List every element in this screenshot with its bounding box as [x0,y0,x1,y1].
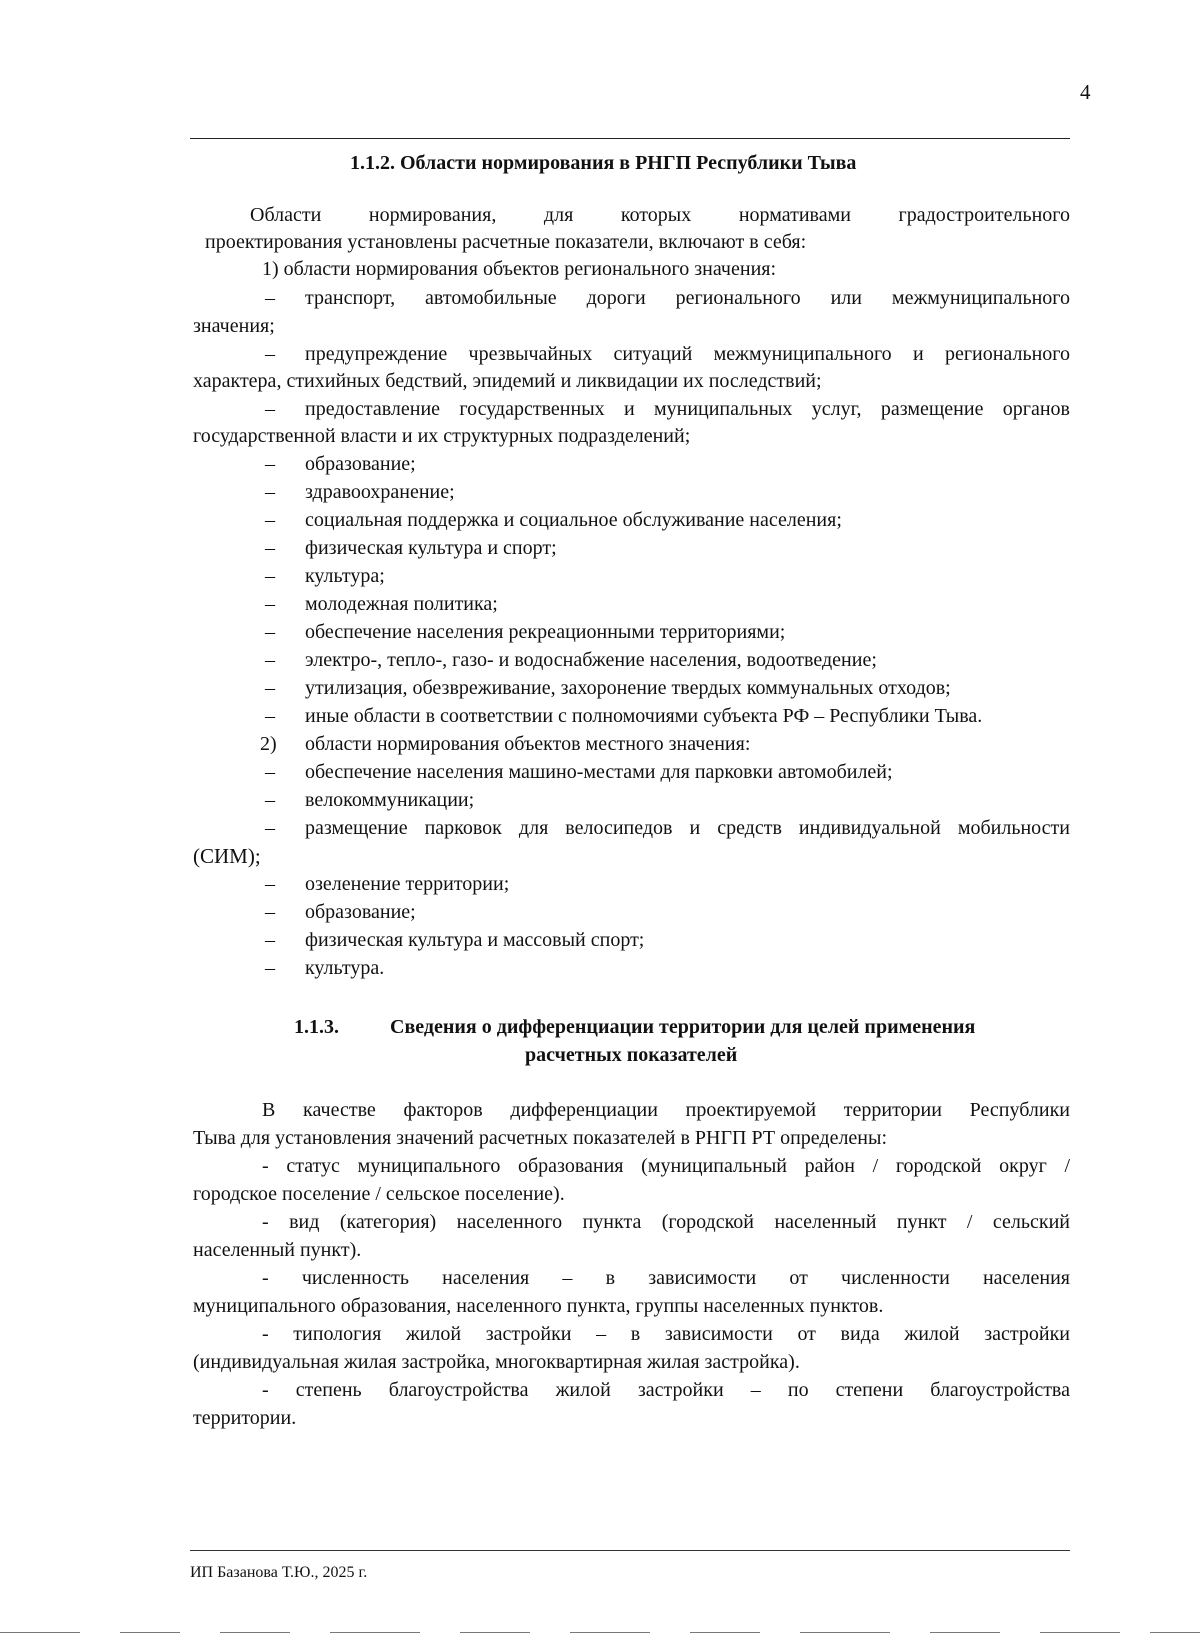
paragraph-line: - статус муниципального образования (муниципальный район / городской округ / [262,1155,1070,1177]
paragraph-line: (индивидуальная жилая застройка, многоквартирная жилая застройка). [193,1351,800,1373]
paragraph-line: В качестве факторов дифференциации проектируемой территории Республики [262,1099,1070,1121]
list-dash: – [265,901,275,923]
list-dash: – [265,537,275,559]
list-dash: – [265,398,275,420]
scan-edge-line [570,1632,650,1633]
section-heading-1-1-2: 1.1.2. Области нормирования в РНГП Республики Тыва [350,152,857,174]
list-item: обеспечение населения рекреационными территориями; [305,621,786,643]
list-dash: – [265,453,275,475]
scan-edge-line [460,1632,530,1633]
list-item-continuation: (СИМ); [193,844,261,868]
list-item: молодежная политика; [305,593,498,615]
local-label: области нормирования объектов местного значения: [305,733,751,755]
scan-edge-line [330,1632,420,1633]
list-item: велокоммуникации; [305,789,475,811]
scan-edge-line [0,1632,80,1633]
scan-edge-line [220,1632,290,1633]
list-dash: – [265,287,275,309]
list-item: размещение парковок для велосипедов и средств индивидуальной мобильности [305,817,1070,839]
section-heading-1-1-3-line-1: Сведения о дифференциации территории для целей применения [390,1016,976,1038]
footer-author: ИП Базанова Т.Ю., 2025 г. [190,1564,368,1581]
list-item: физическая культура и массовый спорт; [305,929,645,951]
list-item: социальная поддержка и социальное обслуживание населения; [305,509,842,531]
intro-line-2: проектирования установлены расчетные показатели, включают в себя: [205,231,807,253]
list-dash: – [265,761,275,783]
section-number-1-1-3: 1.1.3. [294,1016,339,1038]
list-dash: – [265,509,275,531]
top-rule [190,138,1070,139]
paragraph-line: населенный пункт). [193,1239,362,1261]
paragraph-line: - численность населения – в зависимости от численности населения [262,1267,1070,1289]
local-label-number: 2) [260,733,277,755]
list-dash: – [265,481,275,503]
list-item: иные области в соответствии с полномочиями субъекта РФ – Республики Тыва. [305,705,983,727]
list-item: предупреждение чрезвычайных ситуаций межмуниципального и регионального [305,343,1070,365]
paragraph-line: - степень благоустройства жилой застройки – по степени благоустройства [262,1379,1070,1401]
list-dash: – [265,789,275,811]
list-item-continuation: значения; [193,315,275,337]
regional-label: 1) области нормирования объектов регионального значения: [262,258,777,280]
scan-edge-line [930,1632,1000,1633]
list-item: озеленение территории; [305,873,510,895]
list-dash: – [265,677,275,699]
list-item: образование; [305,901,416,923]
list-dash: – [265,957,275,979]
list-item: культура; [305,565,385,587]
list-dash: – [265,929,275,951]
list-dash: – [265,817,275,839]
list-item: электро-, тепло-, газо- и водоснабжение населения, водоотведение; [305,649,877,671]
list-dash: – [265,649,275,671]
list-item-continuation: характера, стихийных бедствий, эпидемий и ликвидации их последствий; [193,370,822,392]
list-item-continuation: государственной власти и их структурных подразделений; [193,425,691,447]
list-item: утилизация, обезвреживание, захоронение твердых коммунальных отходов; [305,677,951,699]
list-item: культура. [305,957,385,979]
intro-line-1: Области нормирования, для которых нормативами градостроительного [250,204,1070,226]
list-item: здравоохранение; [305,481,455,503]
list-dash: – [265,343,275,365]
list-item: транспорт, автомобильные дороги регионального или межмуниципального [305,287,1070,309]
paragraph-line: - вид (категория) населенного пункта (городской населенный пункт / сельский [262,1211,1070,1233]
list-dash: – [265,593,275,615]
section-heading-1-1-3-line-2: расчетных показателей [525,1044,738,1066]
scan-edge-line [120,1632,180,1633]
list-item: образование; [305,453,416,475]
paragraph-line: муниципального образования, населенного пункта, группы населенных пунктов. [193,1295,884,1317]
paragraph-line: городское поселение / сельское поселение). [193,1183,565,1205]
list-dash: – [265,565,275,587]
scan-edge-line [1150,1632,1200,1633]
scan-edge-line [690,1632,760,1633]
paragraph-line: Тыва для установления значений расчетных показателей в РНГП РТ определены: [193,1127,888,1149]
list-dash: – [265,705,275,727]
list-item: физическая культура и спорт; [305,537,557,559]
list-item: предоставление государственных и муниципальных услуг, размещение органов [305,398,1070,420]
page-number: 4 [1080,80,1091,104]
paragraph-line: - типология жилой застройки – в зависимости от вида жилой застройки [262,1323,1070,1345]
scan-edge-line [1040,1632,1120,1633]
scan-edge-line [800,1632,890,1633]
footer-rule [190,1550,1070,1551]
list-item: обеспечение населения машино-местами для парковки автомобилей; [305,761,893,783]
list-dash: – [265,621,275,643]
paragraph-line: территории. [193,1407,297,1429]
list-dash: – [265,873,275,895]
